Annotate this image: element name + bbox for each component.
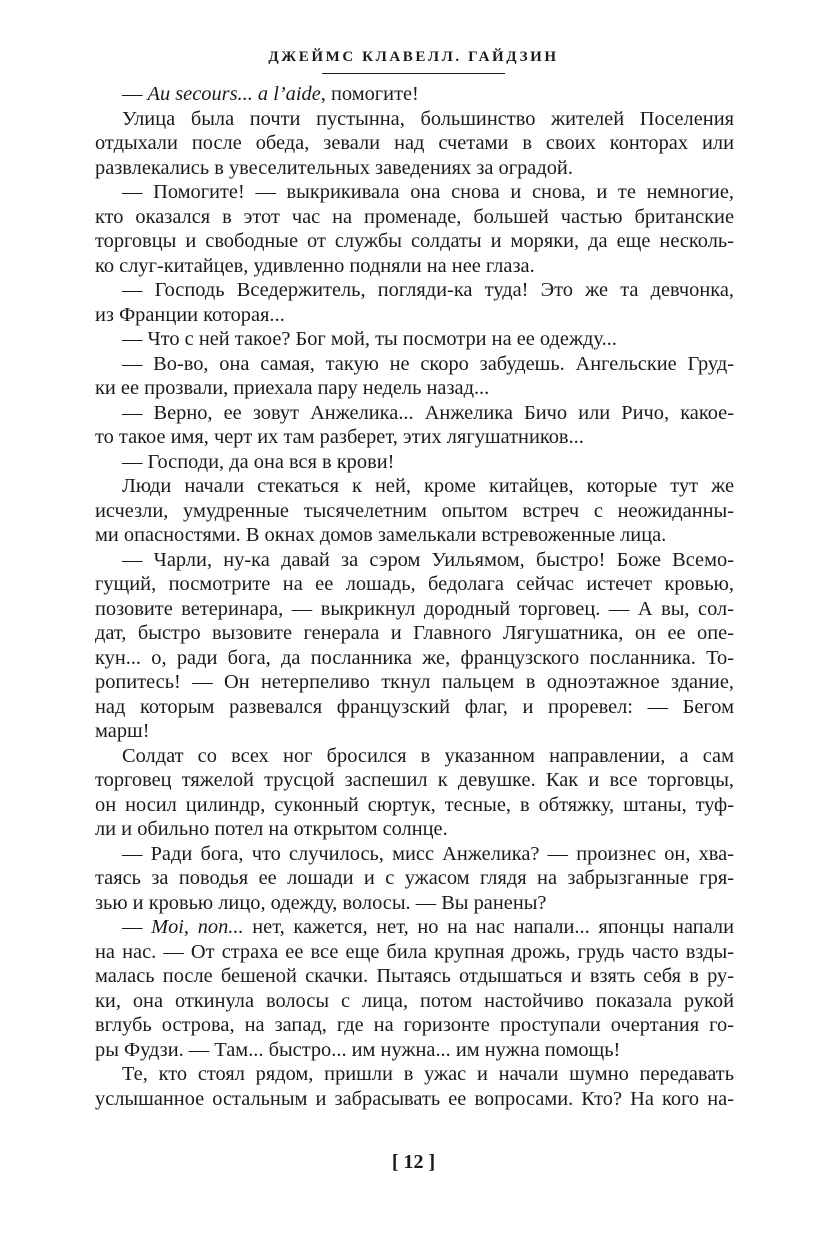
line-text: исчезли, умудренные тысячелетним опытом встреч с неожиданны- (95, 499, 734, 522)
text-line (95, 915, 734, 940)
line-text: ли и обильно потел на открытом солнце. (95, 818, 448, 840)
line-text: — Господи, да она вся в крови! (122, 450, 395, 473)
text-line (95, 719, 734, 744)
text-line (95, 1062, 734, 1087)
line-text: на нас. — От страха ее все еще била крупная дрожь, грудь часто взды- (95, 940, 734, 963)
paragraph (95, 842, 734, 916)
text-line (95, 597, 734, 622)
text-line (95, 303, 734, 328)
running-head-rule (322, 73, 505, 74)
line-text: торговцы и свободные от службы солдаты и моряки, да еще несколь- (95, 230, 734, 252)
line-text: услышанное остальным и забрасывать ее вопросами. Кто? На кого на- (95, 1087, 734, 1110)
paragraph (95, 474, 734, 548)
line-text: торговец тяжелой трусцой заспешил к девушке. Как и все торговцы, (95, 769, 734, 791)
line-text: нет, кажется, нет, но на нас напали... японцы напали (243, 916, 734, 938)
page-number: [ 12 ] (391, 1151, 436, 1173)
line-text: кун... о, ради бога, да посланника же, французского посланника. То- (95, 646, 734, 669)
text-line (95, 376, 734, 401)
line-text: ко слуг-китайцев, удивленно подняли на нее глаза. (95, 254, 535, 277)
line-text: Люди начали стекаться к ней, кроме китайцев, которые тут же (122, 475, 734, 497)
text-line (95, 646, 734, 671)
text-line (95, 254, 734, 279)
text-line (95, 352, 734, 377)
text-line (95, 548, 734, 573)
text-line (95, 450, 734, 475)
line-text: ропитесь! — Он нетерпеливо ткнул пальцем в одноэтажное здание, (95, 671, 734, 693)
line-text: ми опасностями. В окнах домов замелькали встревоженные лица. (95, 524, 667, 546)
line-text: таясь за поводья ее лошади и с ужасом глядя на забрызганные гря- (95, 867, 734, 889)
paragraph (95, 548, 734, 744)
line-text: — Помогите! — выкрикивала она снова и снова, и те немногие, (122, 181, 734, 203)
text-line (95, 842, 734, 867)
text-line (95, 523, 734, 548)
text-line (95, 401, 734, 426)
text-line (95, 131, 734, 156)
text-line (95, 229, 734, 254)
running-head: ДЖЕЙМС КЛАВЕЛЛ. ГАЙДЗИН (268, 49, 559, 65)
text-line (95, 670, 734, 695)
text-line (95, 768, 734, 793)
text-line (95, 327, 734, 352)
line-text: Солдат со всех ног бросился в указанном направлении, а сам (122, 744, 734, 767)
paragraph (95, 107, 734, 181)
line-text: — Верно, ее зовут Анжелика... Анжелика Бичо или Ричо, какое- (122, 401, 734, 424)
paragraph (95, 744, 734, 842)
paragraph (95, 352, 734, 401)
text-line (95, 572, 734, 597)
line-text: — Во-во, она самая, такую не скоро забудешь. Ангельские Груд- (122, 352, 734, 375)
line-text: то такое имя, черт их там разберет, этих лягушатников... (95, 426, 584, 448)
paragraph (95, 82, 734, 107)
text-line (95, 474, 734, 499)
text-line (95, 156, 734, 181)
line-text: малась после бешеной скачки. Пытаясь отдышаться и взять себя в ру- (95, 965, 734, 987)
text-line (95, 793, 734, 818)
paragraph (95, 278, 734, 327)
italic-text: Au secours... a l’aide (147, 83, 321, 105)
text-line (95, 82, 734, 107)
text-line (95, 695, 734, 720)
line-text: Улица была почти пустынна, большинство жителей Поселения (122, 107, 734, 130)
line-text: из Франции которая... (95, 303, 285, 326)
paragraph (95, 450, 734, 475)
text-line (95, 107, 734, 132)
line-text: — Чарли, ну-ка давай за сэром Уильямом, быстро! Боже Всемо- (122, 548, 734, 571)
line-text: позовите ветеринара, — выкрикнул дородный торговец. — А вы, сол- (95, 597, 734, 620)
line-text: зью и кровью лицо, одежду, волосы. — Вы ранены? (95, 891, 547, 914)
text-line (95, 964, 734, 989)
text-line (95, 940, 734, 965)
text-line (95, 425, 734, 450)
line-text: гущий, посмотрите на ее лошадь, бедолага сейчас истечет кровью, (95, 573, 734, 595)
text-line (95, 817, 734, 842)
line-text: ры Фудзи. — Там... быстро... им нужна... им нужна помощь! (95, 1038, 621, 1061)
paragraph (95, 327, 734, 352)
line-text: развлекались в увеселительных заведениях за оградой. (95, 156, 573, 179)
line-text: — Ради бога, что случилось, мисс Анжелика? — произнес он, хва- (122, 842, 734, 865)
line-text: над которым развевался французский флаг, и проревел: — Бегом (95, 695, 734, 718)
text-line (95, 621, 734, 646)
line-text: дат, быстро вызовите генерала и Главного Лягушатника, он ее опе- (95, 622, 734, 644)
text-line (95, 1087, 734, 1112)
paragraph (95, 180, 734, 278)
text-line (95, 180, 734, 205)
text-line (95, 744, 734, 769)
text-line (95, 866, 734, 891)
line-text: марш! (95, 720, 150, 742)
paragraph (95, 401, 734, 450)
line-text: он носил цилиндр, суконный сюртук, тесные, в обтяжку, штаны, туф- (95, 793, 734, 816)
text-line (95, 278, 734, 303)
paragraph (95, 915, 734, 1062)
line-text: — (122, 83, 148, 105)
text-line (95, 205, 734, 230)
text-line (95, 499, 734, 524)
line-text: отдыхали после обеда, зевали над счетами в своих конторах или (95, 132, 734, 154)
text-line (95, 1013, 734, 1038)
line-text: — (122, 916, 152, 938)
line-text: ки, она откинула волосы с лица, потом настойчиво показала рукой (95, 989, 734, 1012)
italic-text: Moi, non... (151, 916, 244, 938)
paragraph (95, 1062, 734, 1111)
line-text: — Господь Вседержитель, погляди-ка туда! Это же та девчонка, (122, 279, 734, 301)
body-text (95, 82, 734, 1111)
text-line (95, 989, 734, 1014)
line-text: вглубь острова, на запад, где на горизонте проступали очертания го- (95, 1014, 734, 1036)
text-line (95, 891, 734, 916)
line-text: Те, кто стоял рядом, пришли в ужас и начали шумно передавать (122, 1063, 734, 1085)
line-text: ки ее прозвали, приехала пару недель назад... (95, 377, 490, 399)
line-text: кто оказался в этот час на променаде, большей частью британские (95, 205, 734, 228)
line-text: — Что с ней такое? Бог мой, ты посмотри на ее одежду... (122, 328, 617, 350)
line-text: , помогите! (320, 83, 419, 105)
text-line (95, 1038, 734, 1063)
